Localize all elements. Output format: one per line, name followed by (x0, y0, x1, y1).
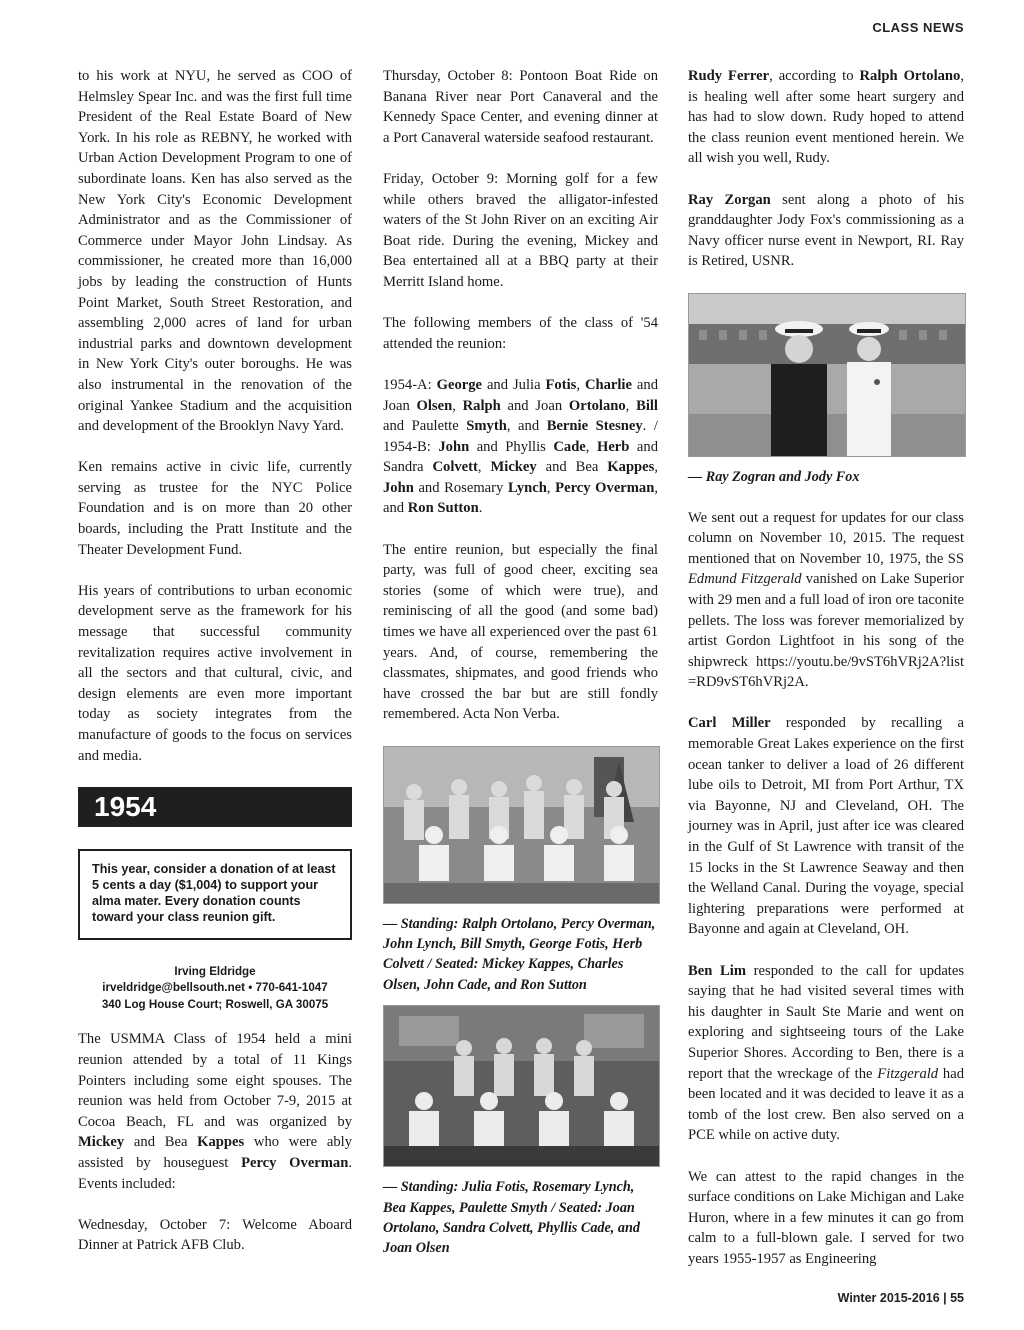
donation-callout: This year, consider a donation of at least 5 cents a day ($1,004) to support your alma mater. Every donation counts toward your class reunion gift. (78, 849, 352, 940)
youtube-link[interactable]: https://youtu.be/9vST6hVRj2A?list=RD9vST6hVRj2A (688, 653, 964, 691)
column-2 (383, 66, 658, 1259)
page-footer: Winter 2015-2016 | 55 (837, 1291, 964, 1305)
paragraph: Carl Miller responded by recalling a memorable Great Lakes experience on the first ocean tanker to deliver a load of 26 different lube oils to Detroit, MI from Port Arthur, TX via Bayonne, NJ and Cleveland, OH. The journey was in April, just after ice was cleared in the Gulf of St Lawrence with transit of the 15 locks in the St Lawrence Seaway and then the Welland Canal. During the voyage, special lightering preparations were performed at Bayonne and again at Cleveland, OH. (688, 715, 964, 938)
photo-caption: — Standing: Julia Fotis, Rosemary Lynch, Bea Kappes, Paulette Smyth / Seated: Joan Ortolano, Sandra Colvett, Phyllis Cade, and Joan Olsen (383, 1179, 640, 1257)
column-1 (78, 66, 352, 1277)
paragraph: Ben Lim responded to the call for updates saying that he had visited several times with his daughter in Sault Ste Marie and went on exploring and sightseeing tours of the Lake Superior Shores. According to Ben, there is a report that the wreckage of the Fitzgerald had been located and it was decided to leave it as a tomb of the lost crew. Ben also served on a PCE while on active duty. (688, 962, 965, 1144)
reunion-women-photo-image (384, 1006, 659, 1166)
paragraph: We can attest to the rapid changes in the surface conditions on Lake Michigan and Lake Huron, where in a few minutes it can go from calm to a full-blown gale. I served for two years 1955-1957 as Engineering (688, 1168, 964, 1267)
contact-email-phone: irveldridge@bellsouth.net • 770-641-1047 (102, 981, 328, 995)
section-label: CLASS NEWS (872, 20, 964, 35)
column-3 (688, 66, 964, 1290)
paragraph: We sent out a request for updates for our class column on November 10, 2015. The request mentioned that on November 10, 1975, the SS Edmund Fitzgerald vanished on Lake Superior with 29 men and a full load of iron ore taconite pellets. The loss was forever memorialized by artist Gordon Lightfoot in his song of the shipwreck https://youtu.be/9vST6hVRj2A?list=RD9vST6hVRj2A. (688, 509, 964, 691)
paragraph: The USMMA Class of 1954 held a mini reunion attended by a total of 11 Kings Pointers including some eight spouses. The reunion was held from October 7-9, 2015 at Cocoa Beach, FL and was organized by Mickey and Bea Kappes who were ably assisted by houseguest Percy Overman. Events included: (78, 1031, 353, 1192)
paragraph: Wednesday, October 7: Welcome Aboard Dinner at Patrick AFB Club. (78, 1216, 352, 1254)
paragraph: The following members of the class of '54 attended the reunion: (383, 315, 658, 352)
photo-caption: — Ray Zogran and Jody Fox (688, 468, 860, 485)
paragraph: His years of contributions to urban economic development serve as the framework for his message that successful community revitalization requires active involvement in all the sectors and that cultural, civic, and design elements are even more important today as society integrates from the manufacture of goods to the focus on services and media. (78, 582, 352, 764)
class-contact (78, 964, 352, 1014)
reunion-men-photo-image (384, 747, 659, 903)
paragraph: Ray Zorgan sent along a photo of his granddaughter Jody Fox's commissioning as a Navy officer nurse event in Newport, RI. Ray is Retired, USNR. (688, 191, 965, 270)
navy-commissioning-photo (688, 293, 966, 457)
paragraph: Rudy Ferrer, according to Ralph Ortolano, is healing well after some heart surgery and has had to slow down. Rudy hoped to attend the class reunion event mentioned herein. We all wish you well, Rudy. (688, 68, 964, 167)
paragraph: Ken remains active in civic life, currently serving as trustee for the NYC Police Foundation and is on more than 20 other boards, including the Pratt Institute and the Theater Development Fund. (78, 459, 352, 558)
class-year-heading: 1954 (78, 787, 352, 827)
reunion-men-photo (383, 746, 660, 904)
contact-name: Irving Eldridge (174, 964, 256, 978)
attendee-roster: 1954-A: George and Julia Fotis, Charlie and Joan Olsen, Ralph and Joan Ortolano, Bill and Paulette Smyth, and Bernie Stesney. / 1954-B: John and Phyllis Cade, Herb and Sandra Colvett, Mickey and Bea Kappes, John and Rosemary Lynch, Percy Overman, and Ron Sutton. (383, 376, 659, 517)
contact-address: 340 Log House Court; Roswell, GA 30075 (101, 997, 329, 1011)
paragraph: The entire reunion, but especially the final party, was full of good cheer, exciting sea stories (some of which were true), and reminiscing of all the good (and some bad) times we have all experienced over the past 61 years. And, of course, remembering the classmates, shipmates, and good friends who have crossed the bar but are still fondly remembered. Acta Non Verba. (383, 541, 658, 723)
photo-caption: — Standing: Ralph Ortolano, Percy Overman, John Lynch, Bill Smyth, George Fotis, Herb Colvett / Seated: Mickey Kappes, Charles Olsen, John Cade, and Ron Sutton (383, 915, 656, 993)
paragraph: Friday, October 9: Morning golf for a few while others braved the alligator-infested waters of the St John River on an exciting Air Boat ride. During the evening, Mickey and Bea entertained all at a BBQ party at their Merritt Island home. (383, 170, 658, 290)
paragraph: Thursday, October 8: Pontoon Boat Ride on Banana River near Port Canaveral and the Kennedy Space Center, and evening dinner at a Port Canaveral waterside seafood restaurant. (383, 68, 658, 146)
paragraph: to his work at NYU, he served as COO of Helmsley Spear Inc. and was the first full time President of the Real Estate Board of New York. In his role as REBNY, he worked with Urban Action Development Program to one of subordinate loans. Ken has also served as the New York City's Economic Development Administrator and as the Commissioner of Commerce under Mayor John Lindsay. As commissioner, he created more than 16,000 jobs by leading the construction of Hunts Point Market, South Street Restoration, and assembling 2,000 acres of land for urban industrial parks and downtown development in New York City's outer boroughs. He was also instrumental in the renovation of the original Yankee Stadium and the acquisition and development of the Brooklyn Navy Yard. (78, 68, 352, 435)
reunion-women-photo (383, 1005, 660, 1167)
navy-commissioning-photo-image (689, 294, 965, 456)
